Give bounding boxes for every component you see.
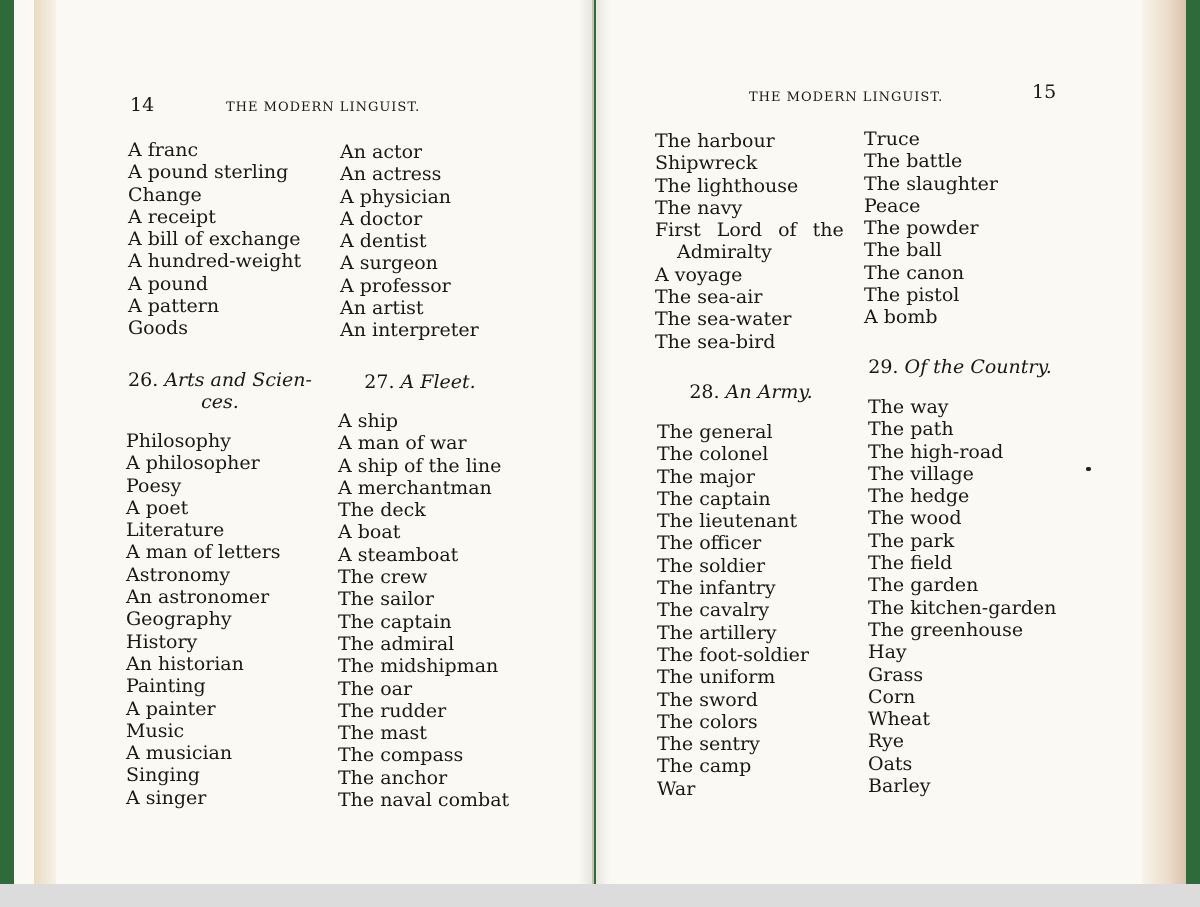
vocab-entry: Rye xyxy=(868,730,904,753)
vocab-entry: The midshipman xyxy=(338,655,499,678)
vocab-entry: A bill of exchange xyxy=(128,228,301,251)
vocab-entry: The sword xyxy=(657,688,758,711)
vocab-entry: The colonel xyxy=(657,443,769,466)
vocab-entry: The field xyxy=(868,552,953,575)
vocab-entry: The high-road xyxy=(868,440,1004,463)
vocab-entry: The battle xyxy=(864,150,963,173)
vocab-entry: Astronomy xyxy=(126,563,231,586)
vocab-entry: The rudder xyxy=(338,699,447,722)
vocab-entry: The captain xyxy=(657,487,771,510)
vocab-entry: An historian xyxy=(126,652,244,675)
vocab-entry: A singer xyxy=(126,786,207,809)
vocab-entry: The greenhouse xyxy=(868,618,1024,641)
vocab-entry: A doctor xyxy=(340,207,423,230)
vocab-entry: Painting xyxy=(126,675,206,698)
vocab-entry: The harbour xyxy=(655,130,775,152)
vocab-entry: Philosophy xyxy=(126,430,231,452)
vocab-entry: The sea-air xyxy=(655,286,763,309)
vocab-entry: The crew xyxy=(338,566,428,589)
vocab-entry: A receipt xyxy=(128,205,216,228)
vocab-entry: Hay xyxy=(868,641,907,664)
vocab-entry: Oats xyxy=(868,752,913,775)
vocab-column-left-1-bottom xyxy=(126,430,281,809)
section-title: Of the Country. xyxy=(904,356,1052,378)
vocab-entry: The officer xyxy=(657,532,762,555)
vocab-entry: Truce xyxy=(864,128,920,150)
vocab-entry: The lighthouse xyxy=(655,174,799,197)
ink-speck xyxy=(1086,467,1091,471)
vocab-entry: Peace xyxy=(864,194,921,217)
vocab-entry: The garden xyxy=(868,574,979,597)
vocab-entry: An artist xyxy=(340,297,424,320)
vocab-entry: The canon xyxy=(864,261,965,284)
section-heading-26 xyxy=(120,369,320,413)
vocab-entry: An actor xyxy=(340,141,423,163)
vocab-entry: The navy xyxy=(655,196,743,219)
vocab-entry: The powder xyxy=(864,217,979,240)
vocab-entry: A man of letters xyxy=(126,541,281,564)
vocab-entry: Goods xyxy=(128,317,188,340)
section-number: 27. xyxy=(364,371,395,393)
vocab-entry: A poet xyxy=(126,496,189,519)
vocab-entry: A painter xyxy=(126,697,216,720)
vocab-entry: Change xyxy=(128,183,202,206)
gutter-shadow xyxy=(578,0,592,884)
page-number: 15 xyxy=(1032,81,1057,103)
table-surface xyxy=(0,884,1200,907)
section-number: 26. xyxy=(128,369,159,391)
vocab-entry: The compass xyxy=(338,744,464,767)
vocab-entry: War xyxy=(657,777,696,800)
vocab-entry: The cavalry xyxy=(657,599,770,622)
section-title: A Fleet. xyxy=(400,371,476,393)
vocab-entry: First Lord of the xyxy=(655,219,844,242)
vocab-entry: The slaughter xyxy=(864,172,998,195)
vocab-entry: A ship of the line xyxy=(338,454,502,477)
vocab-entry: A bomb xyxy=(864,306,938,329)
vocab-entry: The captain xyxy=(338,610,452,633)
vocab-column-right-2-bottom xyxy=(868,396,1056,797)
vocab-entry: The sentry xyxy=(657,733,760,756)
section-heading-28 xyxy=(676,381,826,403)
right-page xyxy=(596,0,1186,884)
vocab-entry: The naval combat xyxy=(338,789,510,812)
vocab-entry: Literature xyxy=(126,519,225,542)
vocab-entry: The sea-bird xyxy=(655,330,776,353)
page-number: 14 xyxy=(130,94,155,116)
vocab-column-right-1-top xyxy=(655,130,844,353)
vocab-entry: The mast xyxy=(338,722,427,745)
vocab-entry: The village xyxy=(868,462,974,485)
vocab-entry: Shipwreck xyxy=(655,152,758,175)
page-edge-strip xyxy=(34,0,56,884)
vocab-entry: Grass xyxy=(868,663,924,686)
vocab-entry: The kitchen-garden xyxy=(868,596,1057,619)
vocab-entry: A man of war xyxy=(338,432,467,455)
vocab-entry: A pattern xyxy=(128,295,220,318)
vocab-entry: An astronomer xyxy=(126,586,270,609)
vocab-entry: A franc xyxy=(128,139,199,161)
vocab-entry: Geography xyxy=(126,608,232,631)
vocab-entry: The pistol xyxy=(864,284,960,307)
vocab-entry: The admiral xyxy=(338,632,455,655)
vocab-entry: The soldier xyxy=(657,554,766,577)
vocab-entry: An interpreter xyxy=(340,319,479,342)
vocab-entry: An actress xyxy=(340,163,442,186)
section-number: 29. xyxy=(868,356,899,378)
vocab-entry: A pound sterling xyxy=(128,161,289,184)
vocab-entry: A steamboat xyxy=(338,543,459,566)
section-heading-29 xyxy=(862,356,1058,378)
vocab-entry: The general xyxy=(657,421,773,443)
vocab-entry: The foot-soldier xyxy=(657,643,809,666)
left-page xyxy=(14,0,594,884)
section-title-continued: ces. xyxy=(201,391,239,413)
running-header: THE MODERN LINGUIST. xyxy=(226,100,421,115)
vocab-entry: A merchantman xyxy=(338,476,492,499)
vocab-column-right-1-bottom xyxy=(657,421,809,800)
vocab-column-right-2-top xyxy=(864,128,998,329)
vocab-entry: The oar xyxy=(338,677,413,700)
vocab-entry: Corn xyxy=(868,685,916,708)
vocab-entry: A philosopher xyxy=(126,452,260,475)
vocab-entry: A voyage xyxy=(655,263,743,286)
page-edge-strip xyxy=(1142,0,1186,884)
vocab-column-left-2-top xyxy=(340,141,479,342)
vocab-entry: The infantry xyxy=(657,577,776,600)
vocab-entry: The anchor xyxy=(338,766,448,789)
vocab-entry: The major xyxy=(657,465,755,488)
vocab-entry: The ball xyxy=(864,239,942,262)
vocab-entry: Wheat xyxy=(868,708,930,731)
vocab-entry: A pound xyxy=(128,272,208,295)
vocab-column-left-1-top xyxy=(128,139,301,340)
vocab-entry: The uniform xyxy=(657,666,776,689)
vocab-entry: The sailor xyxy=(338,588,434,611)
vocab-entry: The path xyxy=(868,418,954,441)
running-header: THE MODERN LINGUIST. xyxy=(749,90,944,105)
vocab-entry: The artillery xyxy=(657,621,777,644)
vocab-entry: The park xyxy=(868,529,955,552)
section-title: An Army. xyxy=(725,381,813,403)
section-title: Arts and Scien- xyxy=(164,369,312,391)
vocab-entry: Barley xyxy=(868,775,931,798)
gutter-shadow xyxy=(596,0,610,884)
vocab-entry: A musician xyxy=(126,742,233,765)
section-number: 28. xyxy=(689,381,720,403)
vocab-entry: A physician xyxy=(340,185,452,208)
vocab-entry: The camp xyxy=(657,755,752,778)
vocab-entry: Admiralty xyxy=(677,241,772,264)
vocab-entry: Singing xyxy=(126,764,200,787)
vocab-entry: A professor xyxy=(340,274,451,297)
section-heading-27 xyxy=(350,371,490,393)
vocab-entry: A surgeon xyxy=(340,252,438,275)
vocab-column-left-2-bottom xyxy=(338,410,509,811)
vocab-entry: The lieutenant xyxy=(657,510,798,533)
vocab-entry: The way xyxy=(868,396,949,418)
vocab-entry: A boat xyxy=(338,521,401,544)
vocab-entry: Music xyxy=(126,719,185,742)
vocab-entry: A hundred-weight xyxy=(128,250,302,273)
vocab-entry: History xyxy=(126,630,198,653)
vocab-entry: The colors xyxy=(657,710,758,733)
vocab-entry: Poesy xyxy=(126,474,182,497)
vocab-entry: The sea-water xyxy=(655,308,792,331)
vocab-entry: A dentist xyxy=(340,230,427,253)
vocab-entry: The hedge xyxy=(868,485,970,508)
vocab-entry: The deck xyxy=(338,499,426,522)
vocab-entry: The wood xyxy=(868,507,962,530)
vocab-entry: A ship xyxy=(338,410,398,432)
